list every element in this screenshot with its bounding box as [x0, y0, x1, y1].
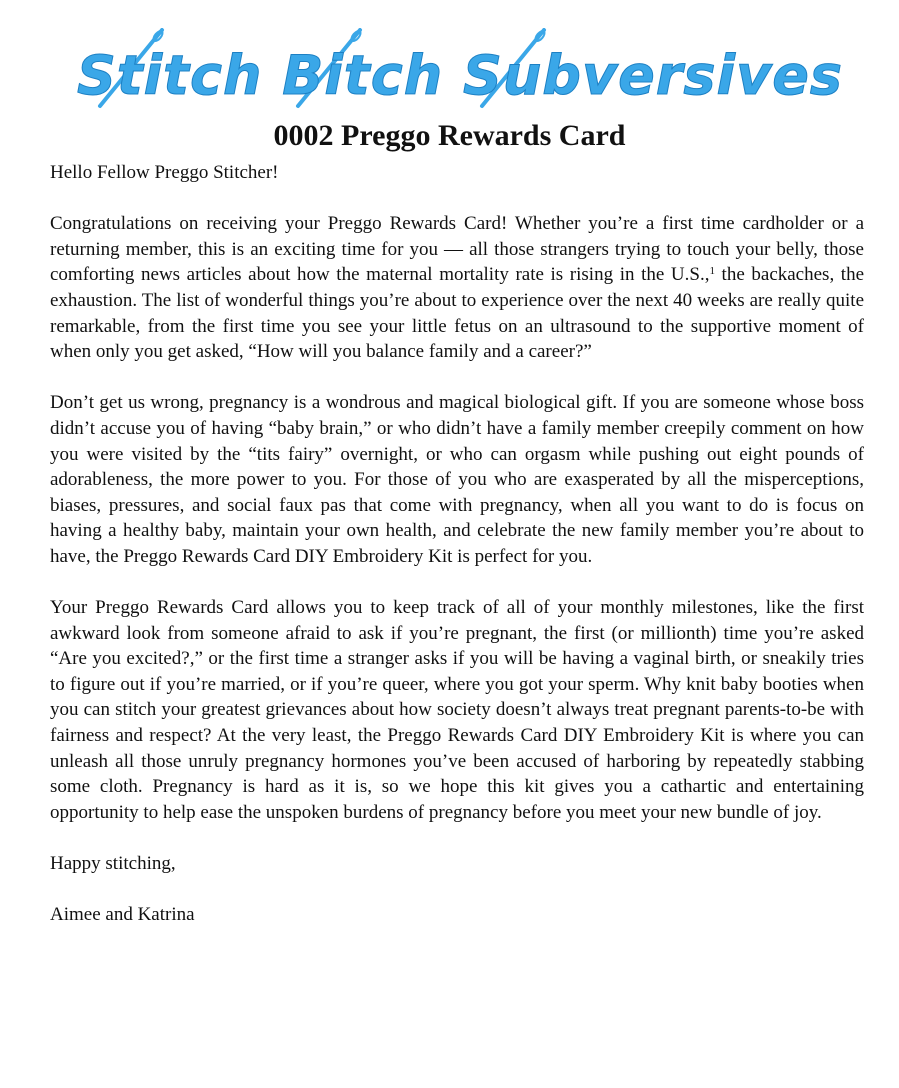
paragraph-congratulations-part-2: the backaches, the exhaustion. The list of wonderful things you’re about to experience over the next 40 weeks are really quite remarkable, from the first time you see your little fetus on an ultrasound to the supportive moment of when only you get asked, “How will you balance family and a career?” — [50, 264, 865, 363]
signature: Aimee and Katrina — [50, 904, 195, 926]
closing-line: Happy stitching, — [50, 853, 176, 875]
brand-logo — [70, 28, 850, 118]
greeting: Hello Fellow Preggo Stitcher! — [50, 162, 279, 183]
needle-and-thread-icon — [70, 28, 850, 118]
paragraph-congratulations — [50, 211, 864, 365]
paragraph-rewards-card: Your Preggo Rewards Card allows you to keep track of all of your monthly milestones, like the first awkward look from someone afraid to ask if you’re pregnant, the first (or millionth) time you’re asked “Are you excited?,” or the first time a stranger asks if you will be having a vaginal birth, or sneakily tries to figure out if you’re married, or if you’re queer, where you got your sperm. Why knit baby booties when you can stitch your greatest grievances about how society doesn’t always treat pregnant parents-to-be with fairness and respect? At the very least, the Preggo Rewards Card DIY Embroidery Kit is where you can unleash all those unruly pregnancy hormones you’ve been accused of harboring by repeatedly stabbing some cloth. Pregnancy is hard as it is, so we hope this kit gives you a cathartic and entertaining opportunity to help ease the unspoken burdens of pregnancy before you meet your new bundle of joy. — [50, 597, 864, 823]
document-title: 0002 Preggo Rewards Card — [273, 119, 626, 152]
svg-text:Stitch Bitch Subversives: Stitch Bitch Subversives — [76, 44, 844, 107]
letter-body — [50, 160, 864, 953]
paragraph-pregnancy-gift: Don’t get us wrong, pregnancy is a wondrous and magical biological gift. If you are someone whose boss didn’t accuse you of having “baby brain,” or who didn’t have a family member creepily comment on how you were visited by the “tits fairy” overnight, or who can orgasm while pushing out eight pounds of adorableness, the more power to you. For those of you who are exasperated by all the misperceptions, biases, pressures, and social faux pas that come with pregnancy, when all you want to do is focus on having a healthy baby, maintain your own health, and celebrate the new family member you’re about to have, the Preggo Rewards Card DIY Embroidery Kit is perfect for you. — [50, 392, 864, 567]
paragraph-congratulations-part-1: Congratulations on receiving your Preggo Rewards Card! Whether you’re a first time cardholder or a returning member, this is an exciting time for you — all those strangers trying to touch your belly, those comforting news articles about how the maternal mortality rate is rising in the U.S., — [50, 213, 864, 286]
footnote-marker: 1 — [709, 265, 715, 278]
